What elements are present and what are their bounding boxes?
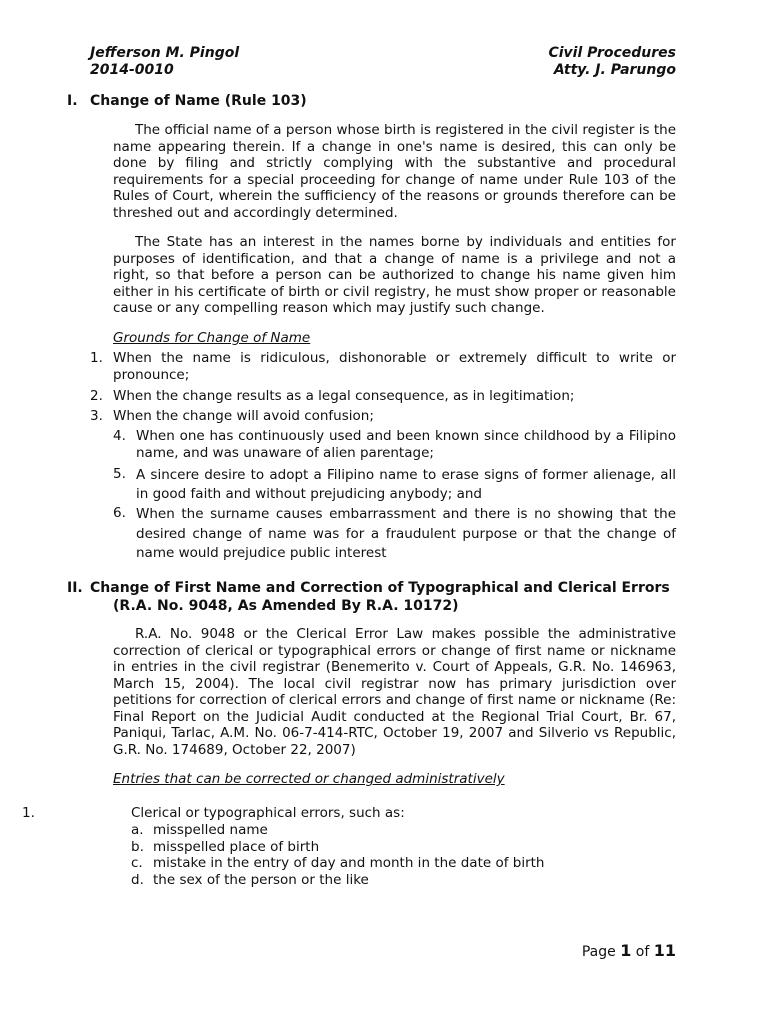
list-item: c. mistake in the entry of day and month in the date of birth: [131, 855, 545, 871]
header-left: [90, 45, 239, 79]
list-item: 5. A sincere desire to adopt a Filipino name to erase signs of former alienage, all in good faith and without prejudicing anybody; and: [113, 466, 676, 502]
list-item: b. misspelled place of birth: [131, 839, 320, 855]
section2-number: II.: [67, 580, 83, 596]
grounds-heading: Grounds for Change of Name: [113, 330, 311, 346]
list-item: 1. When the name is ridiculous, dishonorable or extremely difficult to write or pronounce;: [90, 350, 676, 383]
list-item: 4. When one has continuously used and been known since childhood by a Filipino name, and was unaware of alien parentage;: [113, 428, 676, 461]
list-item: 6. When the surname causes embarrassment and there is no showing that the desired change of name was for a fraudulent purpose or that the change of name would prejudice public interest: [113, 505, 676, 561]
entry-1-number: 1.: [22, 805, 35, 821]
id-number: 2014-0010: [90, 62, 174, 78]
course-name: Civil Procedures: [548, 45, 676, 61]
section2-paragraph-1: R.A. No. 9048 or the Clerical Error Law makes possible the administrative correction of clerical or typographical errors or change of first name or nickname in entries in the civil registrar (Benemerito v. Court of Appeals, G.R. No. 146963, March 15, 2004). The local civil registrar now has primary jurisdiction over petitions for correction of clerical errors and change of first name or nickname (Re: Final Report on the Judicial Audit conducted at the Regional Trial Court, Br. 67, Paniqui, Tarlac, A.M. No. 06-7-414-RTC, October 19, 2007 and Silverio vs Republic, G.R. No. 174689, October 22, 2007): [113, 626, 676, 758]
page-word: Page: [581, 944, 616, 960]
of-word: of: [635, 944, 650, 960]
total-pages: 11: [653, 941, 676, 960]
section1-paragraph-2: The State has an interest in the names borne by individuals and entities for purposes of identification, and that a change of name is a privilege and not a right, so that before a person can be authorized to change his name given him either in his certificate of birth or civil registry, he must show proper or reasonable cause or any compelling reason which may justify such change.: [113, 234, 676, 316]
section1-number: I.: [67, 93, 78, 109]
author-name: Jefferson M. Pingol: [90, 45, 240, 61]
list-item: a. misspelled name: [131, 822, 268, 838]
current-page: 1: [620, 941, 632, 960]
section2-title-line2: (R.A. No. 9048, As Amended By R.A. 10172): [113, 598, 459, 614]
page-number-footer: [582, 943, 676, 961]
list-item: d. the sex of the person or the like: [131, 872, 369, 888]
list-item: 3. When the change will avoid confusion;: [90, 408, 374, 424]
section1-title: Change of Name (Rule 103): [90, 93, 307, 109]
section2-title-line1: Change of First Name and Correction of Typographical and Clerical Errors: [90, 580, 670, 596]
header-right: [548, 45, 676, 79]
section1-paragraph-1: The official name of a person whose birth is registered in the civil register is the name appearing therein. If a change in one's name is desired, this can only be done by filing and strictly complying with the substantive and procedural requirements for a special proceeding for change of name under Rule 103 of the Rules of Court, wherein the sufficiency of the reasons or grounds therefore can be threshed out and accordingly determined.: [113, 122, 676, 221]
entry-1-text: Clerical or typographical errors, such as:: [131, 805, 405, 821]
entries-heading: Entries that can be corrected or changed administratively: [113, 771, 505, 787]
list-item: 2. When the change results as a legal consequence, as in legitimation;: [90, 388, 575, 404]
instructor-name: Atty. J. Parungo: [553, 62, 676, 78]
